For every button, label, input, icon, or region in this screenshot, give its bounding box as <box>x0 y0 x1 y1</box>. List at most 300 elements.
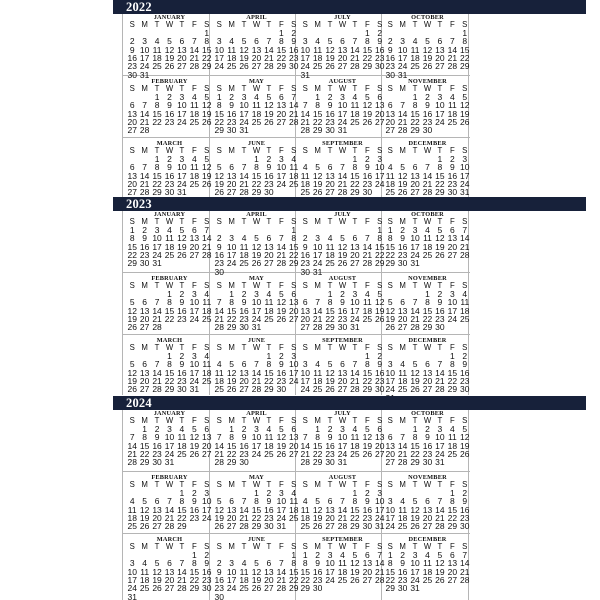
day-number: 27 <box>385 457 395 468</box>
day-number: 19 <box>410 375 420 386</box>
day-number: 28 <box>410 322 420 333</box>
weekday-label: S <box>204 84 210 93</box>
day-number: 12 <box>375 297 385 308</box>
day-number: 3 <box>179 154 185 164</box>
day-number: 29 <box>139 457 150 468</box>
day-number: 23 <box>276 375 287 386</box>
month-name: SEPTEMBER <box>322 140 363 147</box>
day-number: 28 <box>397 125 408 136</box>
day-number: 3 <box>437 424 443 434</box>
month-name: MARCH <box>156 337 183 344</box>
day-number: 3 <box>340 92 345 102</box>
day-number: 11 <box>447 100 457 111</box>
day-number: 7 <box>315 297 320 308</box>
day-number: 20 <box>276 108 287 119</box>
weekday-label: W <box>165 343 174 352</box>
day-number: 24 <box>177 116 187 127</box>
day-number: 22 <box>226 313 237 324</box>
day-number: 5 <box>340 233 345 244</box>
day-number: 10 <box>350 297 360 308</box>
week-row <box>213 385 300 393</box>
day-number: 7 <box>241 162 247 173</box>
day-number: 17 <box>177 108 187 119</box>
day-number: 7 <box>254 359 259 370</box>
day-number: 28 <box>189 61 200 72</box>
month-october <box>384 211 471 275</box>
day-number: 6 <box>412 162 418 173</box>
day-number: 10 <box>385 367 395 378</box>
weekday-label: T <box>241 343 247 352</box>
day-number: 8 <box>364 359 370 370</box>
day-number: 26 <box>422 61 433 72</box>
day-number: 11 <box>239 566 249 577</box>
day-number: 30 <box>397 583 408 594</box>
day-number: 15 <box>375 241 385 252</box>
day-number: 27 <box>325 187 335 198</box>
weekday-label: T <box>241 480 247 489</box>
day-number: 31 <box>435 457 445 468</box>
year-label: 2024 <box>126 396 152 410</box>
year-header-bar <box>113 0 586 14</box>
day-number: 20 <box>362 566 373 577</box>
weekday-label: S <box>377 84 383 93</box>
day-number: 15 <box>177 504 187 515</box>
day-number: 17 <box>300 375 310 386</box>
day-number: 20 <box>264 574 274 585</box>
weekday-header-row <box>213 21 300 29</box>
day-number: 27 <box>127 187 137 198</box>
week-row <box>126 584 213 592</box>
weekday-label: T <box>327 542 333 551</box>
day-number: 23 <box>422 116 433 127</box>
day-number: 10 <box>435 100 445 111</box>
week-row <box>126 188 213 196</box>
day-number: 27 <box>325 521 335 532</box>
day-number: 30 <box>337 322 348 333</box>
week-row <box>384 188 471 196</box>
day-number: 5 <box>129 297 135 308</box>
day-number: 3 <box>437 92 443 102</box>
day-number: 2 <box>191 488 197 498</box>
day-number: 9 <box>437 297 443 308</box>
month-june <box>213 140 300 204</box>
day-number: 16 <box>239 440 249 451</box>
day-number: 3 <box>340 424 345 434</box>
day-number: 4 <box>412 36 418 47</box>
day-number: 11 <box>264 432 274 443</box>
day-number: 23 <box>362 512 373 523</box>
day-number: 12 <box>139 504 150 515</box>
day-number: 1 <box>216 92 222 102</box>
weekday-label: S <box>204 343 210 352</box>
day-number: 18 <box>202 305 212 316</box>
day-number: 27 <box>127 125 137 136</box>
weekday-label: S <box>291 217 297 226</box>
month-september <box>299 140 386 204</box>
month-august <box>299 474 386 538</box>
weekday-label: S <box>216 542 222 551</box>
weekday-label: F <box>449 480 455 489</box>
day-number: 12 <box>276 432 287 443</box>
day-number: 22 <box>164 313 175 324</box>
day-number: 19 <box>435 566 445 577</box>
day-number: 14 <box>397 440 408 451</box>
weekday-label: S <box>291 84 297 93</box>
day-number: 7 <box>154 297 160 308</box>
day-number: 30 <box>226 125 237 136</box>
day-number: 1 <box>191 550 197 560</box>
day-number: 13 <box>385 440 395 451</box>
week-row <box>299 522 386 530</box>
day-number: 28 <box>152 322 162 333</box>
day-number: 25 <box>397 384 408 395</box>
day-number: 18 <box>312 52 323 63</box>
month-name: JANUARY <box>153 14 186 21</box>
day-number: 2 <box>400 550 405 560</box>
weekday-label: W <box>423 281 432 290</box>
day-number: 15 <box>251 504 262 515</box>
day-number: 6 <box>229 496 234 507</box>
weekday-label: W <box>252 84 261 93</box>
day-number: 14 <box>375 558 385 569</box>
day-number: 24 <box>312 258 323 269</box>
day-number: 23 <box>264 178 274 189</box>
day-number: 5 <box>462 424 468 434</box>
day-number: 23 <box>325 116 335 127</box>
day-number: 16 <box>239 305 249 316</box>
day-number: 16 <box>362 170 373 181</box>
day-number: 10 <box>189 359 200 370</box>
day-number: 30 <box>460 384 470 395</box>
day-number: 16 <box>460 367 470 378</box>
day-number: 12 <box>362 432 373 443</box>
day-number: 8 <box>129 233 135 244</box>
day-number: 5 <box>400 162 405 173</box>
day-number: 2 <box>302 233 308 244</box>
day-number: 9 <box>425 432 430 443</box>
weekday-label: T <box>437 217 443 226</box>
weekday-label: M <box>228 217 235 226</box>
day-number: 30 <box>325 125 335 136</box>
day-number: 24 <box>139 61 150 72</box>
day-number: 10 <box>312 241 323 252</box>
weekday-label: S <box>302 542 308 551</box>
grid-divider-vertical <box>122 14 123 198</box>
weekday-label: F <box>364 416 370 425</box>
day-number: 17 <box>177 170 187 181</box>
day-number: 6 <box>387 432 393 443</box>
week-row <box>384 62 471 70</box>
weekday-header-row <box>126 21 213 29</box>
day-number: 18 <box>264 440 274 451</box>
day-number: 23 <box>264 512 274 523</box>
month-name: SEPTEMBER <box>322 337 363 344</box>
day-number: 11 <box>313 44 323 55</box>
day-number: 23 <box>214 583 224 594</box>
day-number: 26 <box>397 187 408 198</box>
day-number: 3 <box>204 488 210 498</box>
day-number: 8 <box>352 496 358 507</box>
weekday-label: W <box>252 217 261 226</box>
day-number: 2 <box>425 424 430 434</box>
day-number: 21 <box>239 178 249 189</box>
day-number: 28 <box>276 258 287 269</box>
weekday-label: S <box>302 480 308 489</box>
day-number: 23 <box>325 448 335 459</box>
weekday-label: S <box>462 217 468 226</box>
day-number: 18 <box>325 249 335 260</box>
day-number: 21 <box>397 116 408 127</box>
day-number: 2 <box>462 351 468 361</box>
day-number: 17 <box>139 52 150 63</box>
day-number: 10 <box>177 162 187 173</box>
day-number: 21 <box>152 313 162 324</box>
day-number: 24 <box>226 258 237 269</box>
day-number: 13 <box>251 44 262 55</box>
day-number: 6 <box>254 36 259 47</box>
day-number: 19 <box>325 375 335 386</box>
weekday-header-row <box>299 21 386 29</box>
day-number: 16 <box>385 52 395 63</box>
day-number: 27 <box>337 384 348 395</box>
day-number: 28 <box>337 187 348 198</box>
day-number: 3 <box>352 289 358 299</box>
day-number: 1 <box>462 28 468 38</box>
day-number: 14 <box>177 566 187 577</box>
day-number: 8 <box>191 558 197 569</box>
weekday-label: F <box>449 84 455 93</box>
day-number: 23 <box>139 249 150 260</box>
day-number: 13 <box>337 367 348 378</box>
day-number: 4 <box>154 36 160 47</box>
day-number: 15 <box>214 108 224 119</box>
day-number: 7 <box>302 432 308 443</box>
day-number: 19 <box>435 241 445 252</box>
weekday-label: T <box>437 84 443 93</box>
day-number: 19 <box>152 574 162 585</box>
day-number: 7 <box>291 92 297 102</box>
day-number: 13 <box>226 170 237 181</box>
weekday-label: M <box>314 343 321 352</box>
day-number: 16 <box>435 305 445 316</box>
weekday-header-row <box>299 481 386 489</box>
day-number: 2 <box>449 154 455 164</box>
day-number: 13 <box>139 367 150 378</box>
day-number: 7 <box>449 36 455 47</box>
day-number: 25 <box>189 116 200 127</box>
weekday-label: T <box>241 146 247 155</box>
weekday-label: T <box>179 84 185 93</box>
day-number: 14 <box>264 44 274 55</box>
day-number: 24 <box>350 313 360 324</box>
day-number: 22 <box>362 52 373 63</box>
day-number: 2 <box>377 28 383 38</box>
day-number: 26 <box>410 521 420 532</box>
day-number: 22 <box>325 313 335 324</box>
day-number: 29 <box>362 384 373 395</box>
day-number: 5 <box>216 496 222 507</box>
day-number: 17 <box>325 566 335 577</box>
day-number: 24 <box>189 375 200 386</box>
day-number: 10 <box>152 233 162 244</box>
day-number: 27 <box>289 313 299 324</box>
weekday-label: M <box>228 343 235 352</box>
weekday-label: S <box>204 20 210 29</box>
day-number: 9 <box>278 359 284 370</box>
day-number: 15 <box>362 44 373 55</box>
day-number: 25 <box>447 448 458 459</box>
day-number: 16 <box>422 440 433 451</box>
day-number: 16 <box>375 44 385 55</box>
day-number: 18 <box>177 440 187 451</box>
day-number: 26 <box>375 313 385 324</box>
day-number: 11 <box>152 44 162 55</box>
day-number: 17 <box>289 367 299 378</box>
weekday-label: M <box>399 480 406 489</box>
day-number: 5 <box>142 496 147 507</box>
month-march <box>126 140 213 204</box>
day-number: 3 <box>154 225 160 235</box>
day-number: 6 <box>154 496 160 507</box>
day-number: 29 <box>350 521 360 532</box>
month-name: DECEMBER <box>408 140 447 147</box>
day-number: 9 <box>425 100 430 111</box>
day-number: 24 <box>276 512 287 523</box>
day-number: 16 <box>202 566 212 577</box>
day-number: 1 <box>266 351 272 361</box>
day-number: 30 <box>375 61 385 72</box>
weekday-label: S <box>129 20 135 29</box>
weekday-header-row <box>213 543 300 551</box>
weekday-label: S <box>216 217 222 226</box>
weekday-label: F <box>364 84 370 93</box>
day-number: 11 <box>289 496 299 507</box>
day-number: 10 <box>214 44 224 55</box>
day-number: 26 <box>214 187 224 198</box>
day-number: 13 <box>375 100 385 111</box>
day-number: 20 <box>139 313 150 324</box>
weekday-label: S <box>129 542 135 551</box>
weekday-label: T <box>437 20 443 29</box>
month-name: JANUARY <box>153 410 186 417</box>
day-number: 5 <box>377 289 383 299</box>
day-number: 14 <box>422 170 433 181</box>
weekday-header-row <box>384 344 471 352</box>
day-number: 29 <box>460 61 470 72</box>
day-number: 17 <box>226 574 237 585</box>
weekday-label: F <box>278 217 284 226</box>
day-number: 22 <box>447 512 458 523</box>
day-number: 15 <box>447 504 458 515</box>
month-name: MAY <box>248 78 265 85</box>
day-number: 21 <box>350 52 360 63</box>
day-number: 15 <box>226 305 237 316</box>
day-number: 12 <box>226 367 237 378</box>
day-number: 22 <box>152 116 162 127</box>
day-number: 15 <box>350 170 360 181</box>
day-number: 14 <box>435 367 445 378</box>
day-number: 30 <box>312 583 323 594</box>
month-name: NOVEMBER <box>408 474 447 481</box>
weekday-label: W <box>423 84 432 93</box>
day-number: 27 <box>139 322 150 333</box>
day-number: 22 <box>189 574 200 585</box>
day-number: 22 <box>410 116 420 127</box>
day-number: 15 <box>276 44 287 55</box>
day-number: 3 <box>387 496 393 507</box>
day-number: 10 <box>289 359 299 370</box>
day-number: 4 <box>241 233 247 244</box>
day-number: 15 <box>289 566 299 577</box>
day-number: 28 <box>447 61 458 72</box>
day-number: 9 <box>377 359 383 370</box>
day-number: 12 <box>325 367 335 378</box>
weekday-header-row <box>213 344 300 352</box>
weekday-label: F <box>278 343 284 352</box>
weekday-label: F <box>191 416 197 425</box>
day-number: 9 <box>315 558 320 569</box>
day-number: 13 <box>152 504 162 515</box>
day-number: 5 <box>437 225 443 235</box>
day-number: 20 <box>251 52 262 63</box>
day-number: 26 <box>164 61 175 72</box>
day-number: 13 <box>264 241 274 252</box>
day-number: 16 <box>127 52 137 63</box>
day-number: 16 <box>362 504 373 515</box>
weekday-label: M <box>228 20 235 29</box>
day-number: 7 <box>400 432 405 443</box>
month-name: APRIL <box>246 410 267 417</box>
weekday-label: S <box>462 146 468 155</box>
day-number: 31 <box>164 457 175 468</box>
weekday-label: S <box>291 343 297 352</box>
day-number: 8 <box>387 233 393 244</box>
day-number: 4 <box>191 92 197 102</box>
day-number: 19 <box>276 305 287 316</box>
day-number: 24 <box>226 583 237 594</box>
day-number: 12 <box>239 44 249 55</box>
day-number: 3 <box>278 154 284 164</box>
day-number: 18 <box>189 108 200 119</box>
day-number: 10 <box>251 297 262 308</box>
month-name: JUNE <box>247 536 266 543</box>
month-may <box>213 275 300 339</box>
weekday-label: W <box>338 542 347 551</box>
day-number: 19 <box>312 512 323 523</box>
day-number: 30 <box>460 521 470 532</box>
weekday-label: F <box>449 217 455 226</box>
day-number: 19 <box>460 440 470 451</box>
day-number: 14 <box>214 440 224 451</box>
day-number: 13 <box>289 297 299 308</box>
day-number: 14 <box>460 233 470 244</box>
weekday-label: F <box>191 480 197 489</box>
day-number: 14 <box>350 367 360 378</box>
weekday-label: S <box>387 480 393 489</box>
weekday-header-row <box>299 218 386 226</box>
day-number: 1 <box>229 424 234 434</box>
weekday-label: W <box>252 480 261 489</box>
day-number: 28 <box>139 187 150 198</box>
weekday-label: S <box>204 542 210 551</box>
day-number: 12 <box>422 44 433 55</box>
day-number: 14 <box>337 504 348 515</box>
day-number: 19 <box>251 574 262 585</box>
day-number: 5 <box>327 36 333 47</box>
day-number: 6 <box>449 225 455 235</box>
day-number: 23 <box>397 249 408 260</box>
weekday-label: S <box>302 84 308 93</box>
